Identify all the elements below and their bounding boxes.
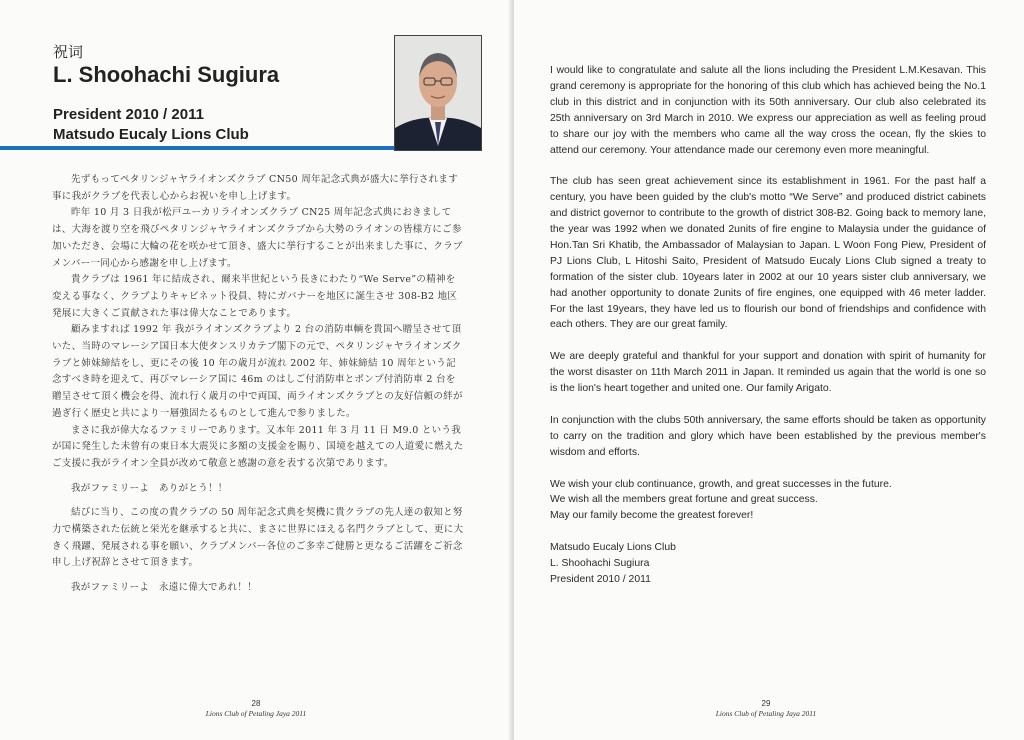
page-number: 29	[761, 699, 771, 708]
japanese-body	[52, 172, 464, 597]
heading-jp: 祝词	[53, 43, 84, 61]
wishes-block	[550, 477, 986, 525]
jp-paragraph: 結びに当り、この度の貴クラブの 50 周年記念式典を契機に貴クラブの先人達の叡知と努力で構築された伝統と栄光を継承すると共に、まさに世界にほえる名門クラブとして、更に大きく飛躍、発展される事を願い、クラブメンバー各位のご多幸ご健勝と更なるご活躍をご祈念申し上げ祝辞とさせて頂きます。	[52, 507, 464, 569]
signature-line: President 2010 / 2011	[550, 573, 651, 585]
wish-line: We wish all the members great fortune and great success.	[550, 494, 818, 506]
page-footer: Lions Club of Petaling Jaya 2011	[715, 709, 817, 718]
signature-line: Matsudo Eucaly Lions Club	[550, 542, 676, 554]
jp-paragraph: 昨年 10 月 3 日我が松戸ユーカリライオンズクラブ CN25 周年記念式典におきましては、大海を渡り空を飛びペタリンジャヤライオンズクラブから大勢のライオンの皆様方にご参加いただき、会場に大輪の花を咲かせて頂き、盛大に挙行することが出来ました事に、クラブメンバー一同心から感謝を申し上げます。	[52, 207, 463, 269]
en-paragraph: In conjunction with the clubs 50th anniversary, the same efforts should be taken as opportunity to carry on the tradition and glory which have been established by the previous member's wisdom and efforts.	[550, 414, 986, 458]
jp-paragraph: 顧みますれば 1992 年 我がライオンズクラブより 2 台の消防車輌を貴国へ贈呈させて頂いた、当時のマレーシア国日本大使タンスリカテブ閣下の元で、ペタリンジャヤライオンズクラブと姉妹締結をし、更にその後 10 年の歳月が流れ 2002 年、姉妹締結 10 周年という記念すべき時を迎えて、再びマレーシア国に 46m のはしご付消防車とポンプ付消防車 2 台を贈呈させて頂く機会を得、流れ行く歳月の中で両国、両ライオンズクラブとの友好信頼の絆が過ぎ行く歴史と共により一層強固たるものとして進んで参りました。	[52, 324, 463, 419]
author-club: Matsudo Eucaly Lions Club	[53, 126, 249, 143]
signature-line: L. Shoohachi Sugiura	[550, 558, 650, 570]
en-paragraph: The club has seen great achievement since its establishment in 1961. For the past half a century, you have been guided by the club's motto “We Serve” and produced district cabinets and district governor to contribute to the growth of district 308-B2. Going back to memory lane, the year was 1992 when we donated 2units of fire engine to Malaysia under the guidance of Hon.Tan Sri Khatib, the Ambassador of Malaysian to Japan. L Woon Fong Piew, President of PJ Lions Club, L Hitoshi Saito, President of Matsudo Eucaly Lions Club signed a treaty to formation of the sister club. 10years later in 2002 at our 10 years sister club anniversary, we had another opportunity to donate 2units of fire engines, one equipped with 46 meter ladder. For the last 19years, they have led us to flourish our bond of friendships and confidence with each others. They are our great family.	[550, 176, 986, 331]
wish-line: We wish your club continuance, growth, and great successes in the future.	[550, 478, 892, 490]
page-footer: Lions Club of Petaling Jaya 2011	[205, 709, 307, 718]
jp-paragraph: まさに我が偉大なるファミリーであります。又本年 2011 年 3 月 11 日 M9.0 という我が国に発生した未曾有の東日本大震災に多額の支援金を賜り、国境を越えての人道愛に燃えたご支援に我がライオン全員が改めて敬意と感謝の意を表する次第であります。	[52, 424, 464, 469]
author-name: L. Shoohachi Sugiura	[53, 62, 280, 87]
english-body	[550, 63, 986, 588]
portrait-photo	[394, 35, 482, 151]
page-number: 28	[251, 699, 261, 708]
right-page	[514, 0, 1024, 740]
jp-paragraph: 貴クラブは 1961 年に結成され、爾来半世紀という長きにわたり“We Serve”の精神を変える事なく、クラブよりキャビネット役員、特にガバナーを地区に誕生させ 308-B2 地区発展に大きくご貢献された事は偉大なことであります。	[52, 274, 458, 319]
en-paragraph: I would like to congratulate and salute all the lions including the President L.M.Kesavan. This grand ceremony is appropriate for the honoring of this club which has achieved being the No.1 club in this district and in conjunction with its 50th anniversary. Our club also celebrated its 25th anniversary on 3rd March in 2010. We express our appreciation as well as feeling proud to share our joy with the members who came all the way cross the ocean, fly the skies to attend our ceremony. Your attendance made our ceremony even more meaningful.	[550, 65, 986, 156]
jp-paragraph: 我がファミリーよ ありがとう！！	[71, 482, 228, 494]
jp-paragraph: 先ずもってペタリンジャヤライオンズクラブ CN50 周年記念式典が盛大に挙行されます事に我がクラブを代表し心からお祝いを申し上げます。	[52, 174, 459, 202]
en-paragraph: We are deeply grateful and thankful for your support and donation with spirit of humanity for the worst disaster on 11th March 2011 in Japan. It reminded us again that the world is one so is the lion's heart together and united one. Our family Arigato.	[550, 351, 986, 395]
signature-block	[550, 540, 986, 588]
wish-line: May our family become the greatest forever!	[550, 510, 754, 522]
jp-paragraph: 我がファミリーよ 永遠に偉大であれ！！	[71, 582, 258, 594]
author-title: President 2010 / 2011	[53, 106, 204, 123]
